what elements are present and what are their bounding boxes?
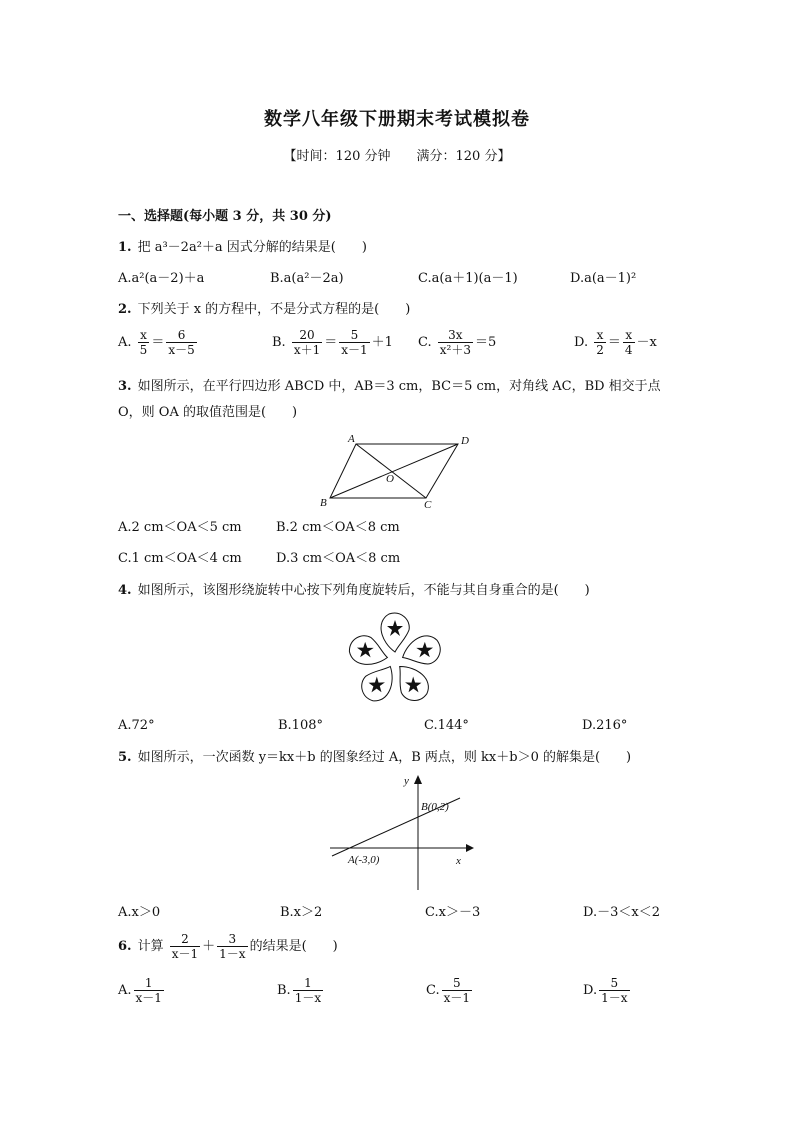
q2-option-a[interactable]: A. $\frac{x}{5}$ ＝ $\frac{6}{x-5}$	[118, 328, 195, 357]
question-4: 4. 如图所示，该图形绕旋转中心按下列角度旋转后，不能与其自身重合的是( )	[118, 583, 590, 598]
question-3: 3. 如图所示，在平行四边形 ABCD 中，AB＝3 cm，BC＝5 cm，对角线 AC，BD 相交于点	[118, 379, 661, 394]
point-b-label: B(0,2)	[421, 801, 449, 813]
q2-option-b[interactable]: B. $\frac{20}{x+1}$ ＝ $\frac{5}{x-1}$ ＋1	[272, 328, 393, 357]
q5-option-b[interactable]: B.x＞2	[280, 905, 323, 920]
q4-option-c[interactable]: C.144°	[424, 718, 469, 733]
y-axis-label: y	[404, 775, 409, 787]
q3-option-a[interactable]: A.2 cm＜OA＜5 cm	[118, 520, 242, 535]
q6-option-c[interactable]: C. $\frac{5}{x-1}$	[426, 976, 471, 1005]
q3-option-d[interactable]: D.3 cm＜OA＜8 cm	[276, 551, 401, 566]
q6-option-d[interactable]: D. $\frac{5}{1-x}$	[583, 976, 628, 1005]
q1-option-b[interactable]: B.a(a²－2a)	[270, 271, 344, 286]
question-6: 6. 计算 $\frac{2}{x-1}$ ＋ $\frac{3}{1-x}$ 的结果是( )	[118, 932, 338, 961]
q2-option-c[interactable]: C. $\frac{3x}{\text{x²＋3}}$ ＝5	[418, 328, 497, 357]
q1-option-a[interactable]: A.a²(a－2)＋a	[118, 271, 205, 286]
q1-option-c[interactable]: C.a(a＋1)(a－1)	[418, 271, 518, 286]
page-subtitle: 【时间：120 分钟 满分：120 分】	[283, 149, 511, 164]
question-5: 5. 如图所示，一次函数 y＝kx＋b 的图象经过 A，B 两点，则 kx＋b＞0 的解集是( )	[118, 750, 632, 765]
label-c: C	[424, 499, 432, 510]
q1-option-d[interactable]: D.a(a－1)²	[570, 271, 637, 286]
q5-option-c[interactable]: C.x＞－3	[425, 905, 481, 920]
linear-function-graph	[326, 772, 476, 894]
x-axis-label: x	[456, 855, 461, 867]
q4-option-b[interactable]: B.108°	[278, 718, 323, 733]
q6-option-a[interactable]: A. $\frac{1}{x-1}$	[118, 976, 162, 1005]
diagonal-ac	[356, 444, 426, 498]
label-d: D	[461, 435, 469, 447]
y-axis-arrow	[414, 775, 422, 784]
q6-option-b[interactable]: B. $\frac{1}{1-x}$	[277, 976, 322, 1005]
section-heading: 一、选择题(每小题 3 分，共 30 分)	[118, 209, 332, 224]
question-3-line2: O，则 OA 的取值范围是( )	[118, 405, 298, 420]
petal-3	[388, 658, 434, 706]
q3-option-c[interactable]: C.1 cm＜OA＜4 cm	[118, 551, 242, 566]
diagonal-bd	[330, 444, 458, 498]
q5-option-a[interactable]: A.x＞0	[118, 905, 161, 920]
petal-4	[356, 658, 402, 706]
q2-option-d[interactable]: D. $\frac{x}{2}$ ＝ $\frac{x}{4}$ －x	[574, 328, 657, 357]
point-a-label: A(-3,0)	[348, 854, 380, 866]
x-axis-arrow	[466, 844, 474, 852]
page-title: 数学八年级下册期末考试模拟卷	[264, 109, 530, 130]
parallelogram-figure	[316, 432, 476, 510]
q4-option-d[interactable]: D.216°	[582, 718, 628, 733]
rotation-figure	[340, 610, 450, 710]
label-a: A	[348, 433, 355, 445]
petal-1	[381, 613, 409, 652]
label-b: B	[320, 497, 327, 509]
q3-option-b[interactable]: B.2 cm＜OA＜8 cm	[276, 520, 400, 535]
q5-option-d[interactable]: D.－3＜x＜2	[583, 905, 660, 920]
q4-option-a[interactable]: A.72°	[118, 718, 155, 733]
question-1: 1. 把 a³－2a²＋a 因式分解的结果是( )	[118, 240, 367, 255]
question-2: 2. 下列关于 x 的方程中，不是分式方程的是( )	[118, 302, 411, 317]
label-o: O	[386, 473, 394, 485]
